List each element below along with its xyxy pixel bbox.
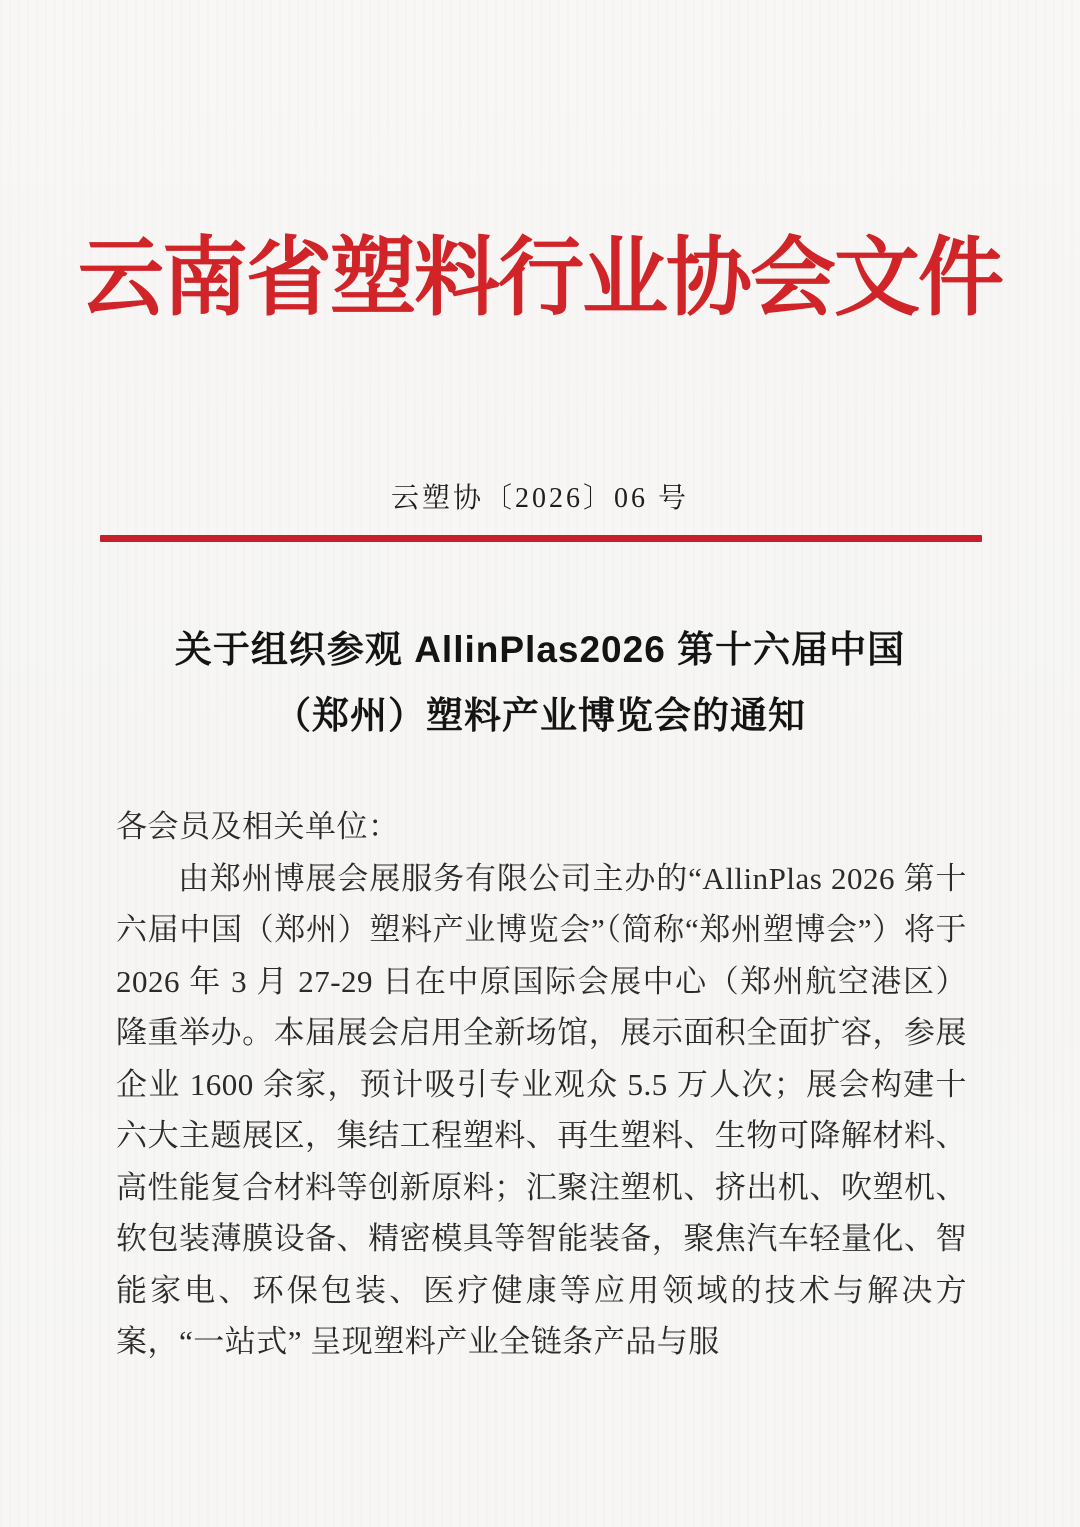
- salutation: 各会员及相关单位：: [116, 809, 400, 844]
- notice-body: [116, 801, 967, 1368]
- body-paragraph: 由郑州博展会展服务有限公司主办的“AllinPlas 2026 第十六届中国（郑州）塑料产业博览会”（简称“郑州塑博会”）将于 2026 年 3 月 27-29 日在中原国际会展中心（郑州航空港区）隆重举办。本届展会启用全新场馆，展示面积全面扩容，参展企业 1600 余家，预计吸引专业观众 5.5 万人次；展会构建十六大主题展区，集结工程塑料、再生塑料、生物可降解材料、高性能复合材料等创新原料；汇聚注塑机、挤出机、吹塑机、软包装薄膜设备、精密模具等智能装备，聚焦汽车轻量化、智能家电、环保包装、医疗健康等应用领域的技术与解决方案，“一站式” 呈现塑料产业全链条产品与服: [116, 860, 967, 1359]
- doc-number: 云塑协〔2026〕06 号: [390, 483, 689, 514]
- notice-title: [0, 617, 1080, 749]
- notice-title-line1: 关于组织参观 AllinPlas2026 第十六届中国: [174, 629, 906, 670]
- notice-title-line2: （郑州）塑料产业博览会的通知: [274, 695, 806, 736]
- org-header-title: 云南省塑料行业协会文件: [78, 230, 1002, 326]
- red-divider-line: [100, 535, 982, 542]
